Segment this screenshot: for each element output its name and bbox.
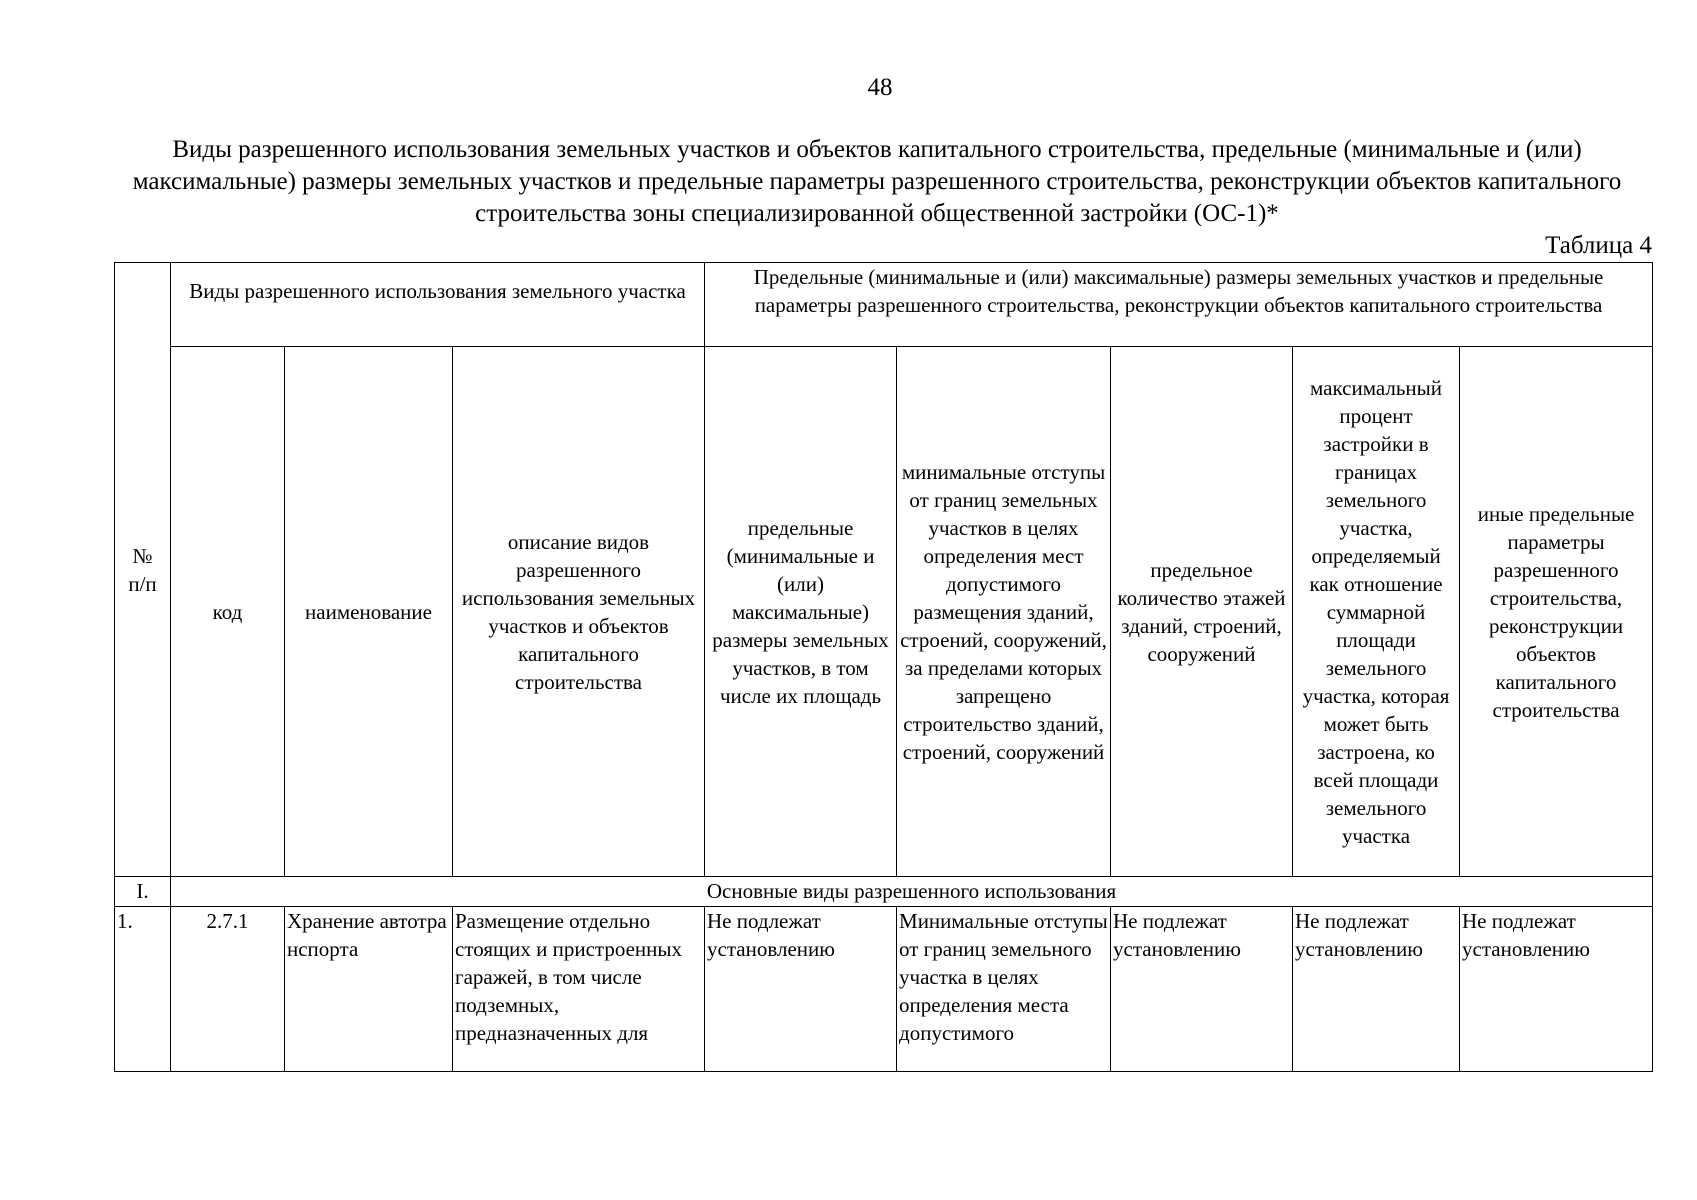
row-floors: Не подлежат установлению [1111, 907, 1293, 1072]
row-number: 1. [115, 907, 171, 1072]
header-coverage: максимальный процент застройки в границах земельного участка, определяемый как отношение суммарной площади земельного участка, которая может быть застроена, ко всей площади земельного участка [1293, 347, 1460, 877]
page-number: 48 [867, 74, 893, 101]
header-floors: предельное количество этажей зданий, строений, сооружений [1111, 347, 1293, 877]
table-header-row-2 [115, 347, 1653, 877]
header-other-params: иные предельные параметры разрешенного строительства, реконструкции объектов капитального строительства [1460, 347, 1653, 877]
document-title: Виды разрешенного использования земельных участков и объектов капитального строительства, предельные (минимальные и (или) максимальные) размеры земельных участков и предельные параметры разрешенного строительства, реконструкции объектов капитального строительства зоны специализированной общественной застройки (ОС-1)* [132, 136, 1622, 227]
header-setbacks: минимальные отступы от границ земельных участков в целях определения мест допустимого размещения зданий, строений, сооружений, за пределами которых запрещено строительство зданий, строений, сооружений [897, 347, 1111, 877]
table-row [115, 907, 1653, 1072]
section-row [115, 877, 1653, 907]
row-coverage: Не подлежат установлению [1293, 907, 1460, 1072]
row-description: Размещение отдельно стоящих и пристроенных гаражей, в том числе подземных, предназначенных для [453, 907, 705, 1072]
header-name: наименование [285, 347, 453, 877]
header-plot-size: предельные (минимальные и (или) максимальные) размеры земельных участков, в том числе их площадь [705, 347, 897, 877]
row-code: 2.7.1 [171, 907, 285, 1072]
header-params-group: Предельные (минимальные и (или) максимальные) размеры земельных участков и предельные параметры разрешенного строительства, реконструкции объектов капитального строительства [705, 263, 1653, 347]
table-header-row-1 [115, 263, 1653, 347]
table-label: Таблица 4 [1545, 232, 1652, 259]
row-name: Хранение автотранспорта [285, 907, 453, 1072]
section-number: I. [115, 877, 171, 907]
row-plot-size: Не подлежат установлению [705, 907, 897, 1072]
header-description: описание видов разрешенного использования земельных участков и объектов капитального строительства [453, 347, 705, 877]
regulations-table [114, 262, 1653, 1072]
header-number-cell: № п/п [115, 263, 171, 877]
row-setbacks: Минимальные отступы от границ земельного участка в целях определения места допустимого [897, 907, 1111, 1072]
header-code: код [171, 347, 285, 877]
row-other-params: Не подлежат установлению [1460, 907, 1653, 1072]
header-use-group: Виды разрешенного использования земельного участка [171, 263, 705, 347]
section-title: Основные виды разрешенного использования [171, 877, 1653, 907]
